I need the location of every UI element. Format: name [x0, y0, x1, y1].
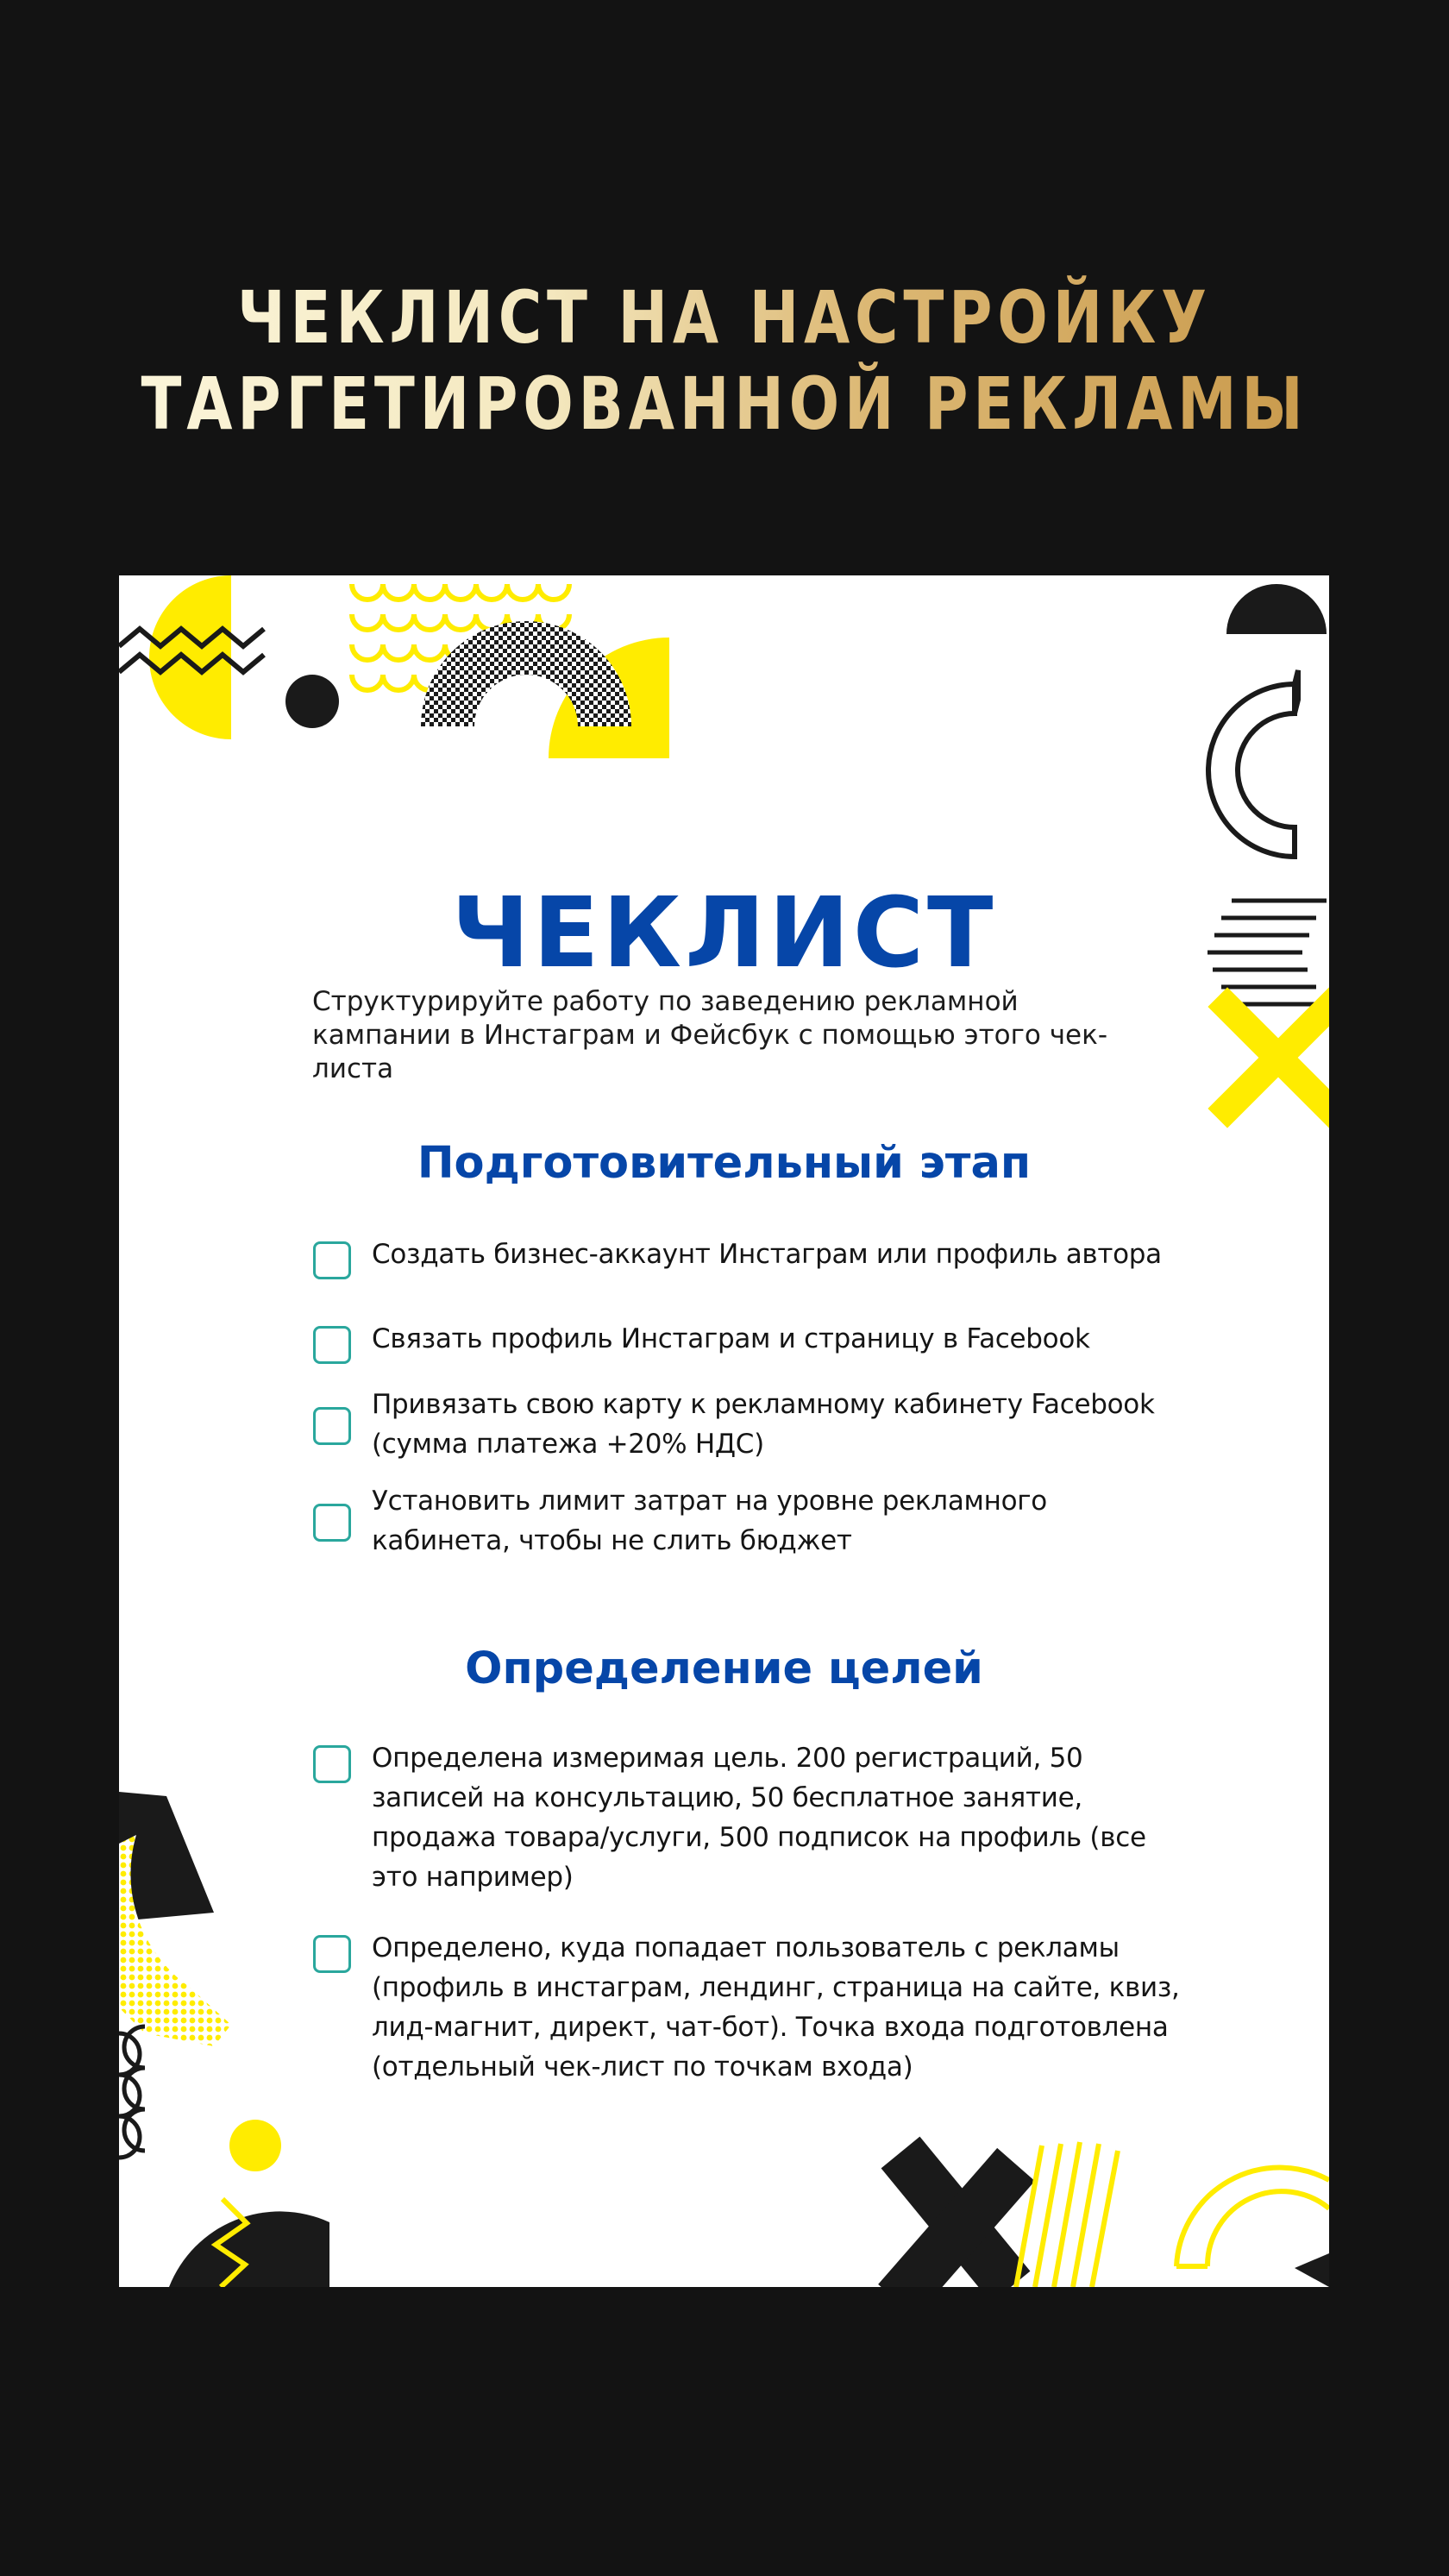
section-title-goals: Определение целей	[465, 1643, 983, 1694]
yellow-slash-lines-shape	[1016, 2142, 1118, 2287]
checkbox[interactable]	[313, 1407, 351, 1445]
yellow-outline-arch-shape	[1176, 2168, 1329, 2266]
checklist-item[interactable]	[313, 1481, 1184, 1561]
black-semicircle-shape	[1226, 584, 1327, 634]
checklist-item[interactable]	[313, 1235, 1184, 1279]
checklist-item[interactable]	[313, 1928, 1184, 2087]
checklist-card	[119, 575, 1329, 2287]
yellow-x-shape	[1227, 1007, 1329, 1109]
page-title-line-1: ЧЕКЛИСТ НА НАСТРОЙКУ	[237, 275, 1212, 360]
page-title	[130, 274, 1319, 447]
checklist-item[interactable]	[313, 1738, 1184, 1897]
checkbox[interactable]	[313, 1504, 351, 1542]
checker-arch-shape	[421, 621, 631, 726]
checklist-item-text: Связать профиль Инстаграм и страницу в Facebook	[372, 1323, 1090, 1354]
checklist-item[interactable]	[313, 1385, 1184, 1464]
checklist-heading: ЧЕКЛИСТ	[451, 877, 997, 990]
black-x-shape	[897, 2152, 1016, 2287]
checklist-item-text: Установить лимит затрат на уровне рекламного кабинета, чтобы не слить бюджет	[372, 1486, 1047, 1556]
checklist-item-text: Определено, куда попадает пользователь с рекламы (профиль в инстаграм, лендинг, страница на сайте, квиз, лид-магнит, директ, чат-бот). Точка входа подготовлена (отдельный чек-лист по точкам входа)	[372, 1932, 1180, 2083]
outline-c-shape	[1208, 670, 1298, 857]
checklist-item[interactable]	[313, 1319, 1184, 1364]
checklist-item-text: Определена измеримая цель. 200 регистраций, 50 записей на консультацию, 50 бесплатное занятие, продажа товара/услуги, 500 подписок на профиль (все это например)	[372, 1743, 1146, 1893]
yellow-dot-shape	[229, 2120, 281, 2171]
checklist-item-text: Привязать свою карту к рекламному кабинету Facebook (сумма платежа +20% НДС)	[372, 1389, 1155, 1460]
checkbox[interactable]	[313, 1745, 351, 1783]
checkbox[interactable]	[313, 1241, 351, 1279]
black-dot-shape	[285, 675, 339, 728]
checklist-item-text: Создать бизнес-аккаунт Инстаграм или профиль автора	[372, 1239, 1162, 1270]
checkbox[interactable]	[313, 1935, 351, 1973]
section-title-preparation: Подготовительный этап	[417, 1138, 1032, 1189]
intro-text: Структурируйте работу по заведению рекламной кампании в Инстаграм и Фейсбук с помощью этого чек-листа	[312, 986, 1108, 1084]
black-scallops-shape	[119, 2026, 145, 2158]
page-title-line-2: ТАРГЕТИРОВАННОЙ РЕКЛАМЫ	[141, 361, 1308, 446]
checkbox[interactable]	[313, 1326, 351, 1364]
